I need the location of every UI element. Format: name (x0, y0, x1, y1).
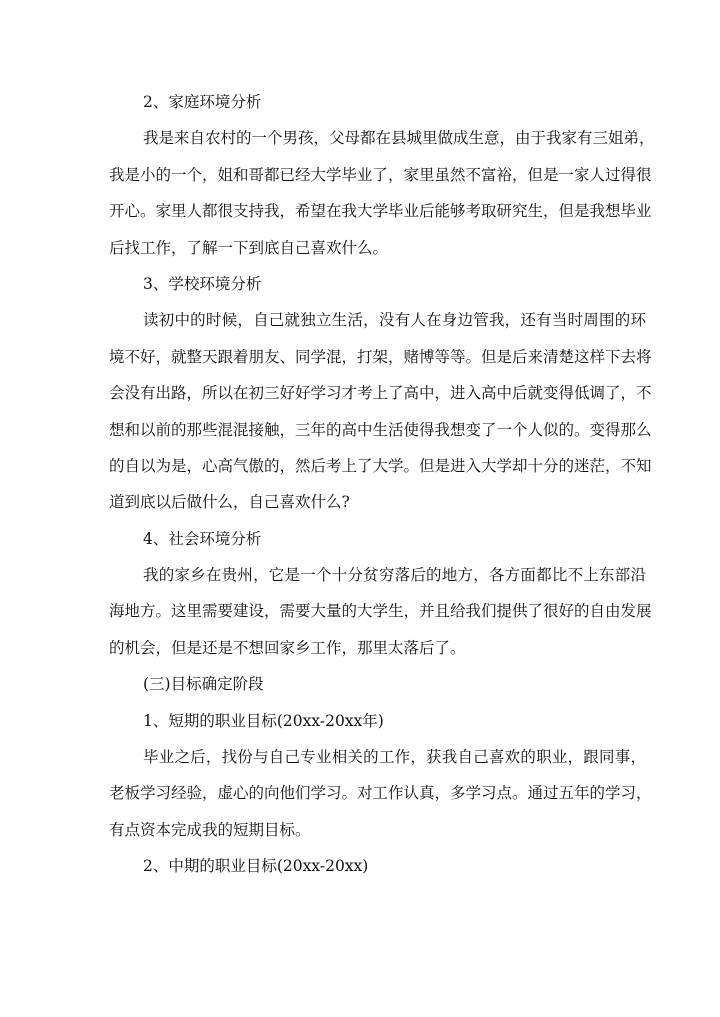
heading-family-environment: 2、家庭环境分析 (143, 93, 262, 111)
paragraph-line: 老板学习经验，虚心的向他们学习。对工作认真，多学习点。通过五年的学习， (109, 784, 652, 803)
document-body (109, 84, 655, 885)
paragraph-line: 有点资本完成我的短期目标。 (109, 820, 311, 839)
heading-school-environment: 3、学校环境分析 (143, 274, 262, 293)
paragraph-line: 海地方。这里需要建设，需要大量的大学生，并且给我们提供了很好的自由发展 (109, 602, 652, 621)
paragraph-line: 我是来自农村的一个男孩，父母都在县城里做成生意，由于我家有三姐弟， (143, 129, 655, 148)
paragraph-line: 读初中的时候，自己就独立生活，没有人在身边管我，还有当时周围的环 (143, 311, 646, 330)
paragraph-line: 后找工作，了解一下到底自己喜欢什么。 (109, 238, 389, 257)
paragraph-line: 想和以前的那些混混接触，三年的高中生活使得我想变了一个人似的。变得那么 (109, 420, 652, 439)
paragraph-line: 会没有出路，所以在初三好好学习才考上了高中，进入高中后就变得低调了，不 (109, 384, 652, 403)
paragraph-line: 我是小的一个，姐和哥都已经大学毕业了，家里虽然不富裕，但是一家人过得很 (109, 165, 652, 184)
paragraph-line: 道到底以后做什么，自己喜欢什么? (109, 493, 350, 512)
paragraph-line: 开心。家里人都很支持我，希望在我大学毕业后能够考取研究生，但是我想毕业 (109, 202, 652, 221)
paragraph-line: 毕业之后，找份与自己专业相关的工作，获我自己喜欢的职业，跟同事， (143, 748, 646, 767)
paragraph-line: 的自以为是，心高气傲的，然后考上了大学。但是进入大学却十分的迷茫，不知 (109, 456, 652, 475)
paragraph-line: 我的家乡在贵州，它是一个十分贫穷落后的地方，各方面都比不上东部沿 (143, 566, 646, 585)
paragraph-line: 的机会，但是还是不想回家乡工作，那里太落后了。 (109, 638, 466, 657)
heading-goal-stage: (三)目标确定阶段 (143, 675, 264, 694)
heading-short-term-goal: 1、短期的职业目标(20xx-20xx年) (143, 711, 384, 730)
heading-social-environment: 4、社会环境分析 (143, 529, 262, 548)
heading-mid-term-goal: 2、中期的职业目标(20xx-20xx) (143, 857, 369, 876)
paragraph-line: 境不好，就整天跟着朋友、同学混，打架，赌博等等。但是后来清楚这样下去将 (109, 347, 652, 366)
